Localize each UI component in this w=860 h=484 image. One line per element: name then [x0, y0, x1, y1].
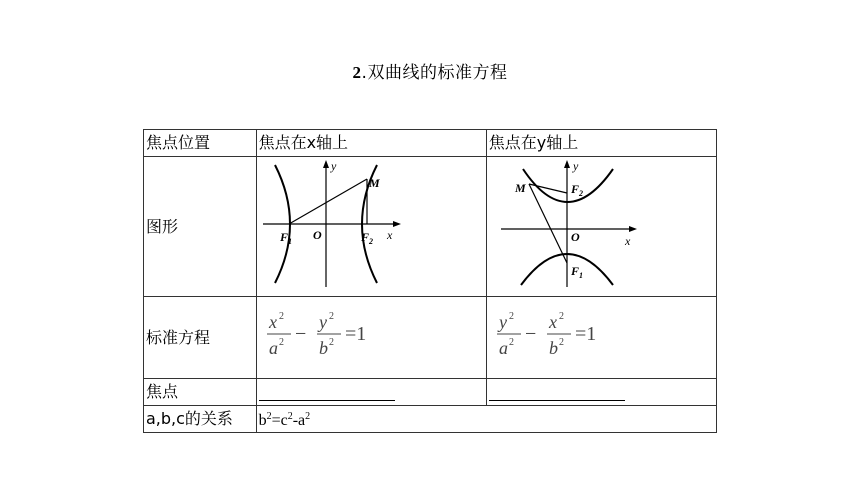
f1-letter: F	[570, 264, 579, 278]
f1-label	[570, 264, 583, 280]
relation-a-exp: 2	[305, 411, 311, 422]
focus-label: 焦点	[144, 379, 257, 406]
x-label: x	[624, 234, 631, 248]
relation-label: a,b,c的关系	[144, 406, 257, 433]
denominator-1: a	[498, 337, 508, 358]
numerator-1-exp: 2	[508, 310, 514, 322]
x-label: x	[386, 228, 392, 242]
f2-subscript: 2	[578, 189, 583, 198]
focus-row	[144, 379, 717, 406]
header-y-axis: 焦点在y轴上	[486, 130, 716, 157]
line-m-f2	[529, 184, 567, 193]
numerator-2-exp: 2	[328, 310, 334, 322]
f2-label	[570, 182, 583, 198]
figure-y-cell	[486, 157, 716, 297]
denominator-2: b	[548, 337, 558, 358]
y-axis-arrow	[564, 160, 570, 168]
hyperbola-table	[143, 129, 717, 433]
numerator-1: x	[268, 311, 277, 332]
denominator-1: a	[268, 337, 278, 358]
y-axis-arrow	[323, 160, 329, 168]
equation-x	[261, 306, 401, 366]
focus-y-cell	[486, 379, 716, 406]
relation-value	[256, 406, 716, 433]
relation-minus-a: -a	[292, 412, 306, 429]
minus-sign: −	[294, 322, 306, 345]
numerator-1: y	[498, 311, 507, 332]
relation-row	[144, 406, 717, 433]
equation-x-cell	[256, 297, 486, 379]
page-title	[0, 58, 860, 83]
relation-b: b	[258, 412, 267, 429]
relation-b-exp: 2	[266, 411, 272, 422]
f2-label	[360, 230, 373, 246]
figure-row	[144, 157, 717, 297]
numerator-2-exp: 2	[558, 310, 564, 322]
header-row	[144, 130, 717, 157]
relation-c-exp: 2	[287, 411, 293, 422]
header-label: 焦点位置	[144, 130, 257, 157]
f1-subscript: 1	[578, 271, 583, 280]
f1-letter: F	[279, 230, 288, 244]
f1-subscript: 1	[287, 237, 292, 246]
line-f1-m	[289, 179, 367, 224]
origin-label: O	[570, 230, 580, 244]
header-x-axis: 焦点在x轴上	[256, 130, 486, 157]
focus-x-blank	[259, 400, 395, 401]
numerator-2: x	[548, 311, 557, 332]
x-axis-arrow	[629, 226, 637, 232]
equals-one: =1	[574, 322, 597, 345]
title-number: 2	[352, 63, 362, 82]
m-label: M	[368, 176, 380, 190]
hyperbola-x-figure	[257, 157, 486, 292]
denominator-2-exp: 2	[328, 336, 334, 348]
relation-eq-c: =c	[271, 412, 288, 429]
numerator-2: y	[318, 311, 327, 332]
title-text: .双曲线的标准方程	[361, 63, 508, 83]
numerator-1-exp: 2	[278, 310, 284, 322]
focus-y-blank	[489, 400, 625, 401]
figure-label: 图形	[144, 157, 257, 297]
denominator-2: b	[318, 337, 328, 358]
equation-label: 标准方程	[144, 297, 257, 379]
f2-letter: F	[360, 230, 369, 244]
y-label: y	[572, 159, 579, 173]
x-axis-arrow	[393, 221, 401, 227]
f2-letter: F	[570, 182, 579, 196]
f2-subscript: 2	[368, 237, 373, 246]
denominator-1-exp: 2	[278, 336, 284, 348]
focus-x-cell	[256, 379, 486, 406]
figure-x-cell	[256, 157, 486, 297]
hyperbola-y-figure	[487, 157, 716, 292]
y-label: y	[330, 159, 336, 173]
equation-y-cell	[486, 297, 716, 379]
equals-one: =1	[344, 322, 366, 345]
minus-sign: −	[524, 322, 537, 345]
origin-label: O	[312, 228, 322, 242]
denominator-1-exp: 2	[508, 336, 514, 348]
m-label: M	[514, 181, 526, 195]
equation-row	[144, 297, 717, 379]
equation-y	[491, 306, 631, 366]
denominator-2-exp: 2	[558, 336, 564, 348]
